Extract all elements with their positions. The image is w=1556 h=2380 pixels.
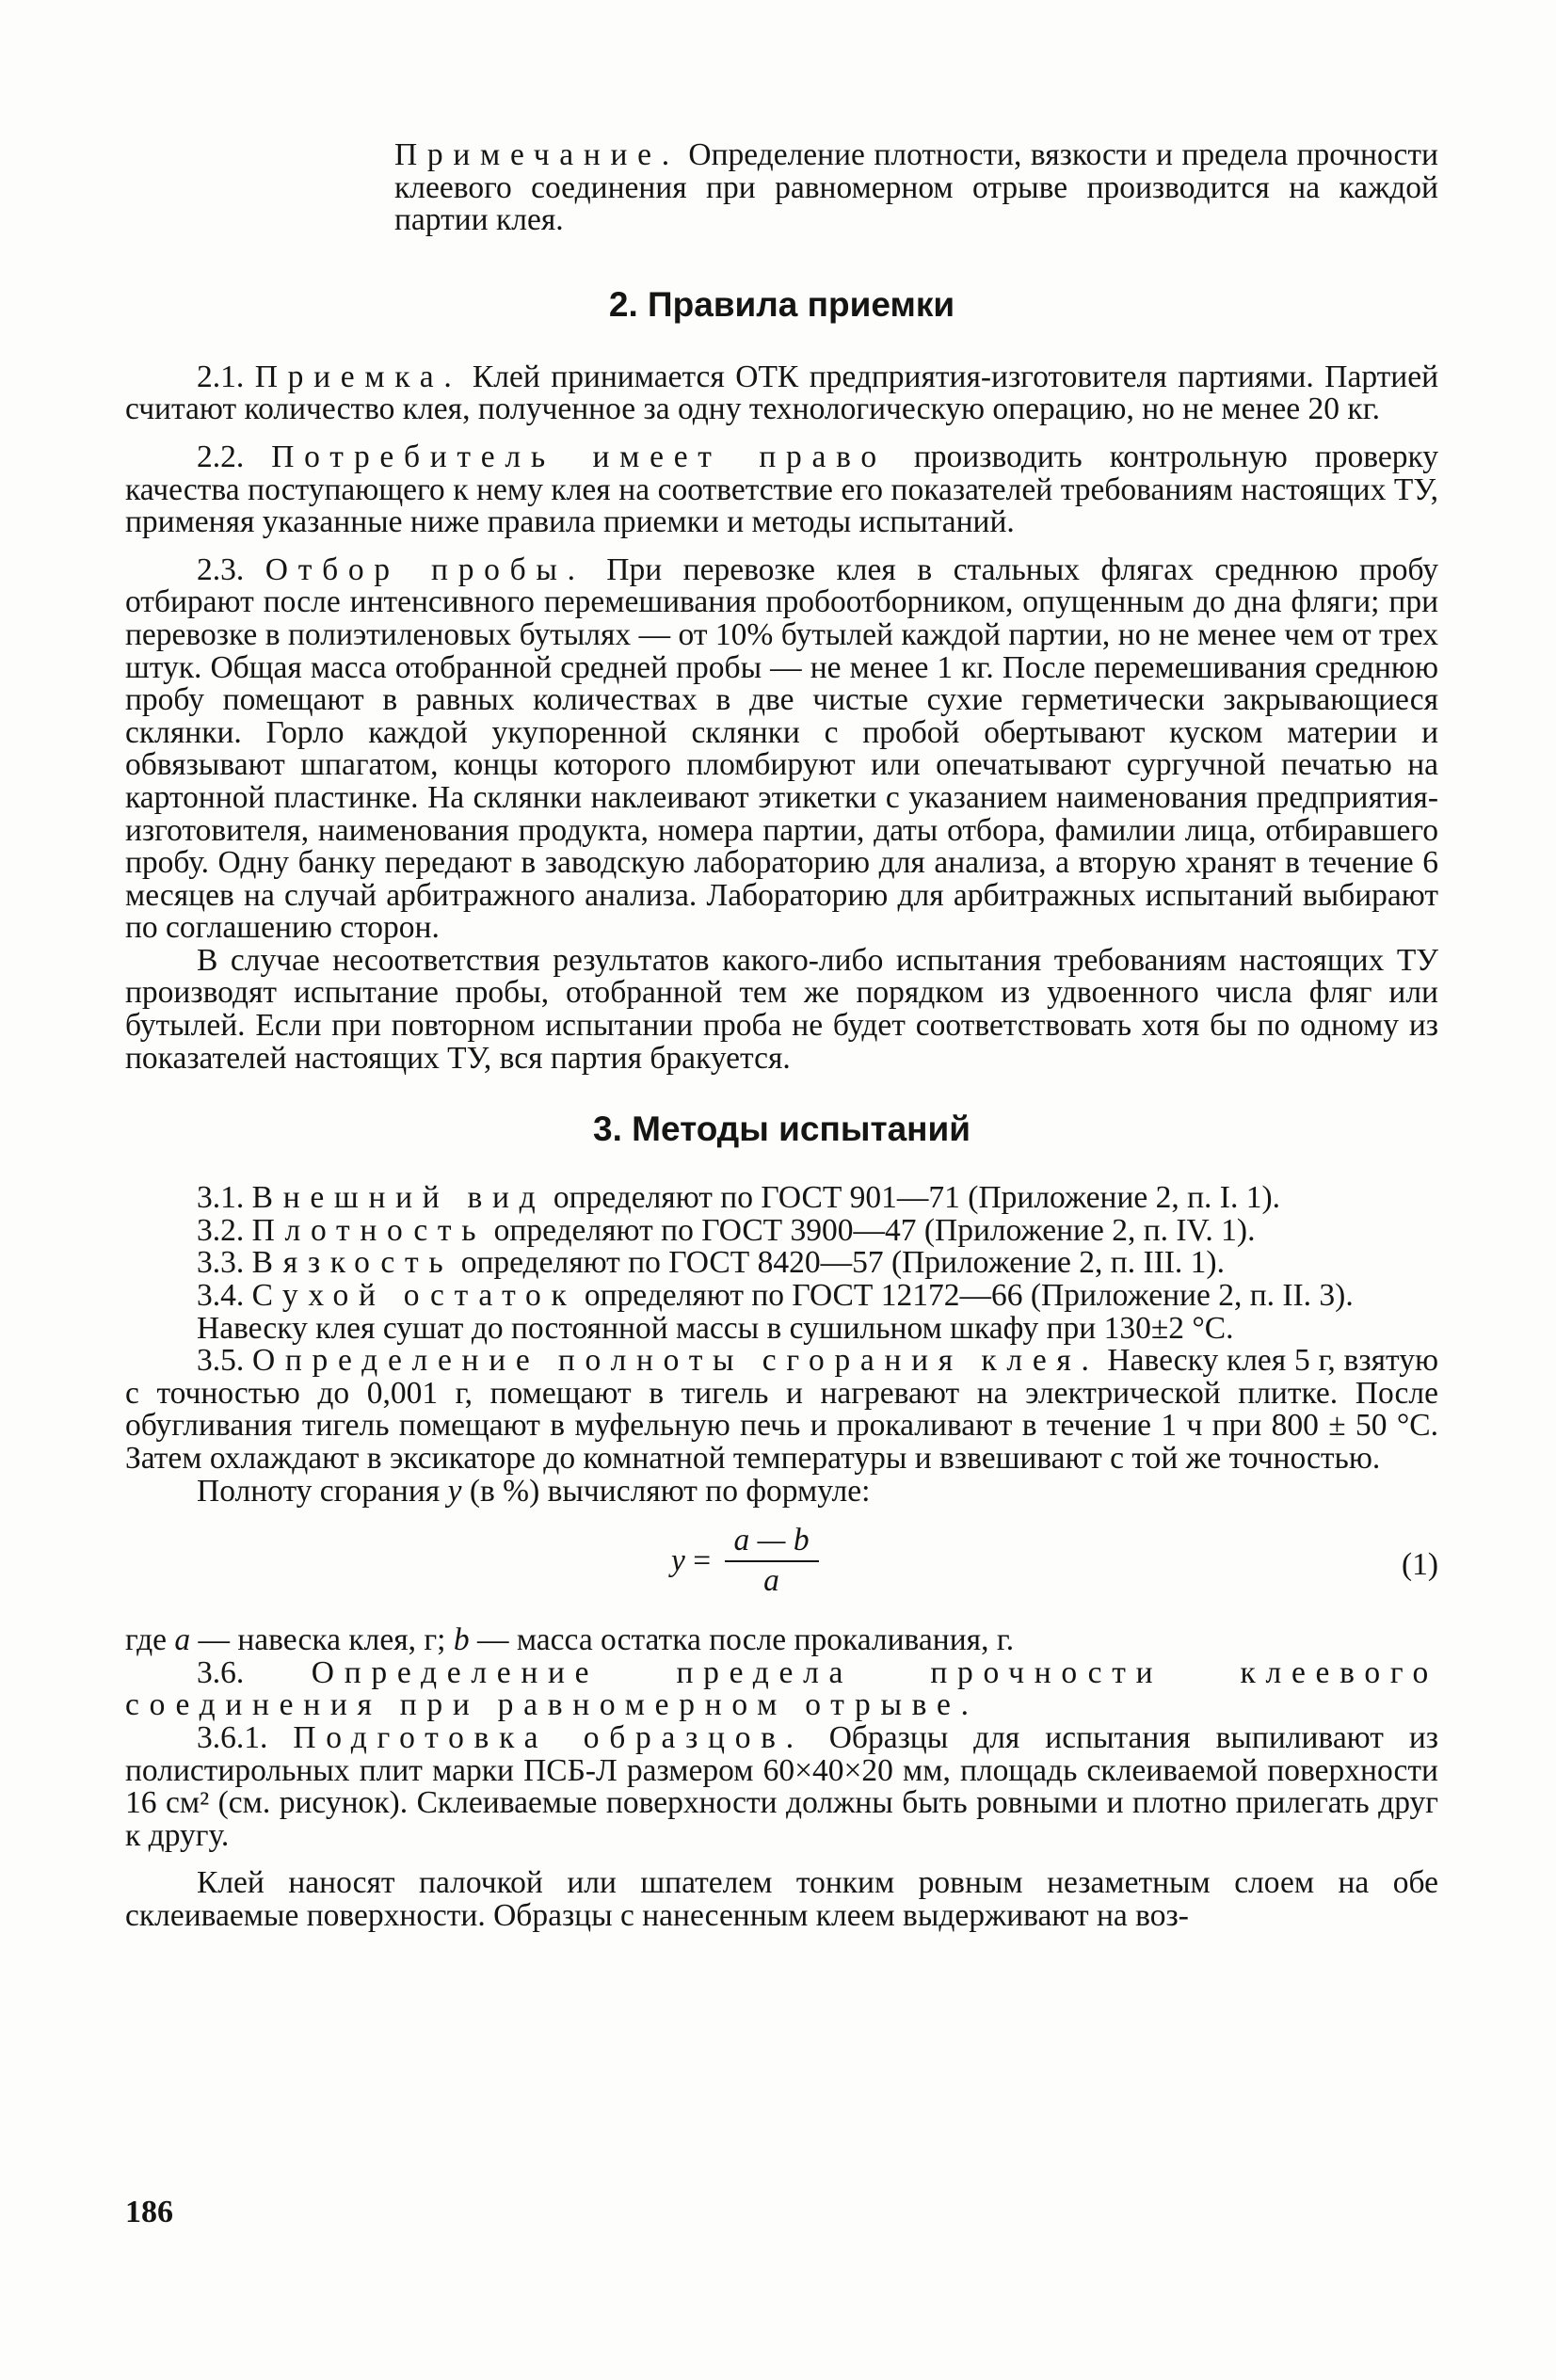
- legend-b-text: — масса остатка после прокаливания, г.: [469, 1622, 1015, 1658]
- paragraph-3-2: [125, 1212, 1438, 1248]
- paragraph-term: Отбор пробы.: [265, 551, 586, 587]
- paragraph-number: 3.4.: [197, 1278, 252, 1314]
- paragraph-number: 3.3.: [197, 1245, 252, 1281]
- paragraph-number: 3.5.: [197, 1343, 252, 1379]
- formula-legend: [125, 1624, 1438, 1657]
- paragraph-term: Потребитель имеет право: [271, 439, 887, 474]
- formula-block: [125, 1515, 1438, 1617]
- paragraph-term: Вязкость: [251, 1245, 454, 1281]
- section-2-heading: 2. Правила приемки: [608, 284, 955, 324]
- paragraph-term: Подготовка образцов.: [293, 1719, 804, 1755]
- paragraph-3-4: [125, 1280, 1438, 1313]
- paragraph-3-3: [125, 1247, 1438, 1280]
- paragraph-text: Навеску клея 5 г, взятую с точностью до 0,001 г, помещают в тигель и нагревают на электрической плитке. После обугливания тигель помещают в муфельную печь и прокаливают в течение 1 ч при 800 ± 50 °С. Затем охлаждают в эксикаторе до комнатной температуры и взвешивают с той же точностью.: [125, 1343, 1438, 1476]
- note-text: Определение плотности, вязкости и предела прочности клеевого соединения при равномерном отрыве производится на каждой партии клея.: [394, 137, 1438, 238]
- paragraph-text: При перевозке клея в стальных флягах среднюю пробу отбирают после интенсивного перемешивания пробоотборником, опущенным до дна фляги; при перевозке в полиэтиленовых бутылях — от 10% бутылей каждой партии, но не менее чем от трех штук. Общая масса отобранной средней пробы — не менее 1 кг. После перемешивания среднюю пробу помещают в равных количествах в две чистые сухие герметически закрывающиеся склянки. Горло каждой укупоренной склянки с пробой обертывают куском материи и обвязывают шпагатом, концы которого пломбируют или опечатывают сургучной печатью на картонной пластинке. На склянки наклеивают этикетки с указанием наименования предприятия-изготовителя, наименования продукта, номера партии, даты отбора, фамилии лица, отбиравшего пробу. Одну банку передают в заводскую лабораторию для анализа, а вторую хранят в течение 6 месяцев на случай арбитражного анализа. Лабораторию для арбитражных испытаний выбирают по соглашению сторон.: [125, 551, 1438, 946]
- paragraph-term: Приемка.: [254, 359, 462, 394]
- page-number: 186: [125, 2195, 173, 2229]
- paragraph-2-3-continued: В случае несоответствия результатов какого-либо испытания требованиям настоящих ТУ производят испытание пробы, отобранной тем же порядком из удвоенного числа фляг или бутылей. Если при повторном испытании проба не будет соответствовать хотя бы по одному из показателей настоящих ТУ, вся партия бракуется.: [125, 942, 1438, 1076]
- paragraph-text: определяют по ГОСТ 12172—66 (Приложение 2, п. II. 3).: [576, 1278, 1354, 1314]
- paragraph-number: 3.6.: [197, 1654, 312, 1690]
- paragraph-number: 2.1.: [197, 359, 255, 394]
- paragraph-3-5: [125, 1345, 1438, 1475]
- paragraph-text: Образцы для испытания выпиливают из полистирольных плит марки ПСБ-Л размером 60×40×20 мм, площадь склеиваемой поверхности 16 см² (см. рисунок). Склеиваемые поверхности должны быть ровными и плотно прилегать друг к другу.: [125, 1719, 1438, 1853]
- paragraph-term: Определение полноты сгорания клея.: [252, 1343, 1099, 1379]
- paragraph-number: 2.3.: [197, 551, 265, 587]
- formula-number: (1): [1401, 1547, 1438, 1583]
- formula-lhs: y: [671, 1542, 685, 1578]
- paragraph-3-4-drying: Навеску клея сушат до постоянной массы в сушильном шкафу при 130±2 °С.: [197, 1310, 1234, 1346]
- note-label: Примечание.: [394, 137, 680, 172]
- paragraph-3-6: [125, 1654, 1438, 1723]
- section-3-heading: 3. Методы испытаний: [593, 1110, 970, 1149]
- legend-a-text: — навеска клея, г;: [190, 1622, 454, 1658]
- page-content: [125, 139, 1438, 1933]
- paragraph-text: определяют по ГОСТ 3900—47 (Приложение 2, п. IV. 1).: [486, 1212, 1256, 1248]
- paragraph-2-2: [125, 441, 1438, 539]
- variable-b: b: [453, 1622, 470, 1658]
- paragraph-number: 2.2.: [197, 439, 272, 474]
- variable-a: a: [174, 1622, 191, 1658]
- formula-fraction: [725, 1523, 819, 1600]
- paragraph-formula-intro: [125, 1473, 1438, 1509]
- intro-text: Полноту сгорания: [197, 1473, 448, 1509]
- paragraph-number: 3.6.1.: [197, 1719, 294, 1755]
- note-paragraph: [125, 139, 1438, 237]
- variable-y: y: [447, 1473, 462, 1509]
- paragraph-number: 3.1.: [197, 1180, 252, 1216]
- formula-equals: =: [684, 1542, 719, 1578]
- paragraph-term: Определение предела прочности клеевого соединения при равномерном отрыве.: [125, 1654, 1438, 1723]
- paragraph-2-1: [125, 361, 1438, 426]
- legend-where: где: [125, 1622, 175, 1658]
- paragraph-3-6-1-continued: Клей наносят палочкой или шпателем тонким ровным незаметным слоем на обе склеиваемые поверхности. Образцы с нанесенным клеем выдерживают на воз-: [125, 1865, 1438, 1933]
- paragraph-text: Клей принимается ОТК предприятия-изготовителя партиями. Партией считают количество клея, полученное за одну технологическую операцию, но не менее 20 кг.: [125, 359, 1439, 427]
- formula: [671, 1523, 819, 1600]
- paragraph-text: определяют по ГОСТ 8420—57 (Приложение 2, п. III. 1).: [453, 1245, 1225, 1281]
- paragraph-term: Плотность: [251, 1212, 487, 1248]
- paragraph-term: Сухой остаток: [251, 1278, 577, 1314]
- paragraph-text: определяют по ГОСТ 901—71 (Приложение 2, п. I. 1).: [545, 1180, 1280, 1216]
- paragraph-number: 3.2.: [197, 1212, 252, 1248]
- formula-numerator: a — b: [725, 1523, 819, 1562]
- paragraph-3-1: [125, 1182, 1438, 1215]
- intro-text-end: (в %) вычисляют по формуле:: [461, 1473, 871, 1509]
- paragraph-2-3: [125, 551, 1438, 946]
- paragraph-3-6-1: [125, 1719, 1438, 1853]
- paragraph-term: Внешний вид: [251, 1180, 546, 1216]
- paragraph-text: производить контрольную проверку качества поступающего к нему клея на соответствие его показателей требованиям настоящих ТУ, применяя указанные ниже правила приемки и методы испытаний.: [125, 439, 1438, 540]
- formula-denominator: a: [763, 1563, 779, 1599]
